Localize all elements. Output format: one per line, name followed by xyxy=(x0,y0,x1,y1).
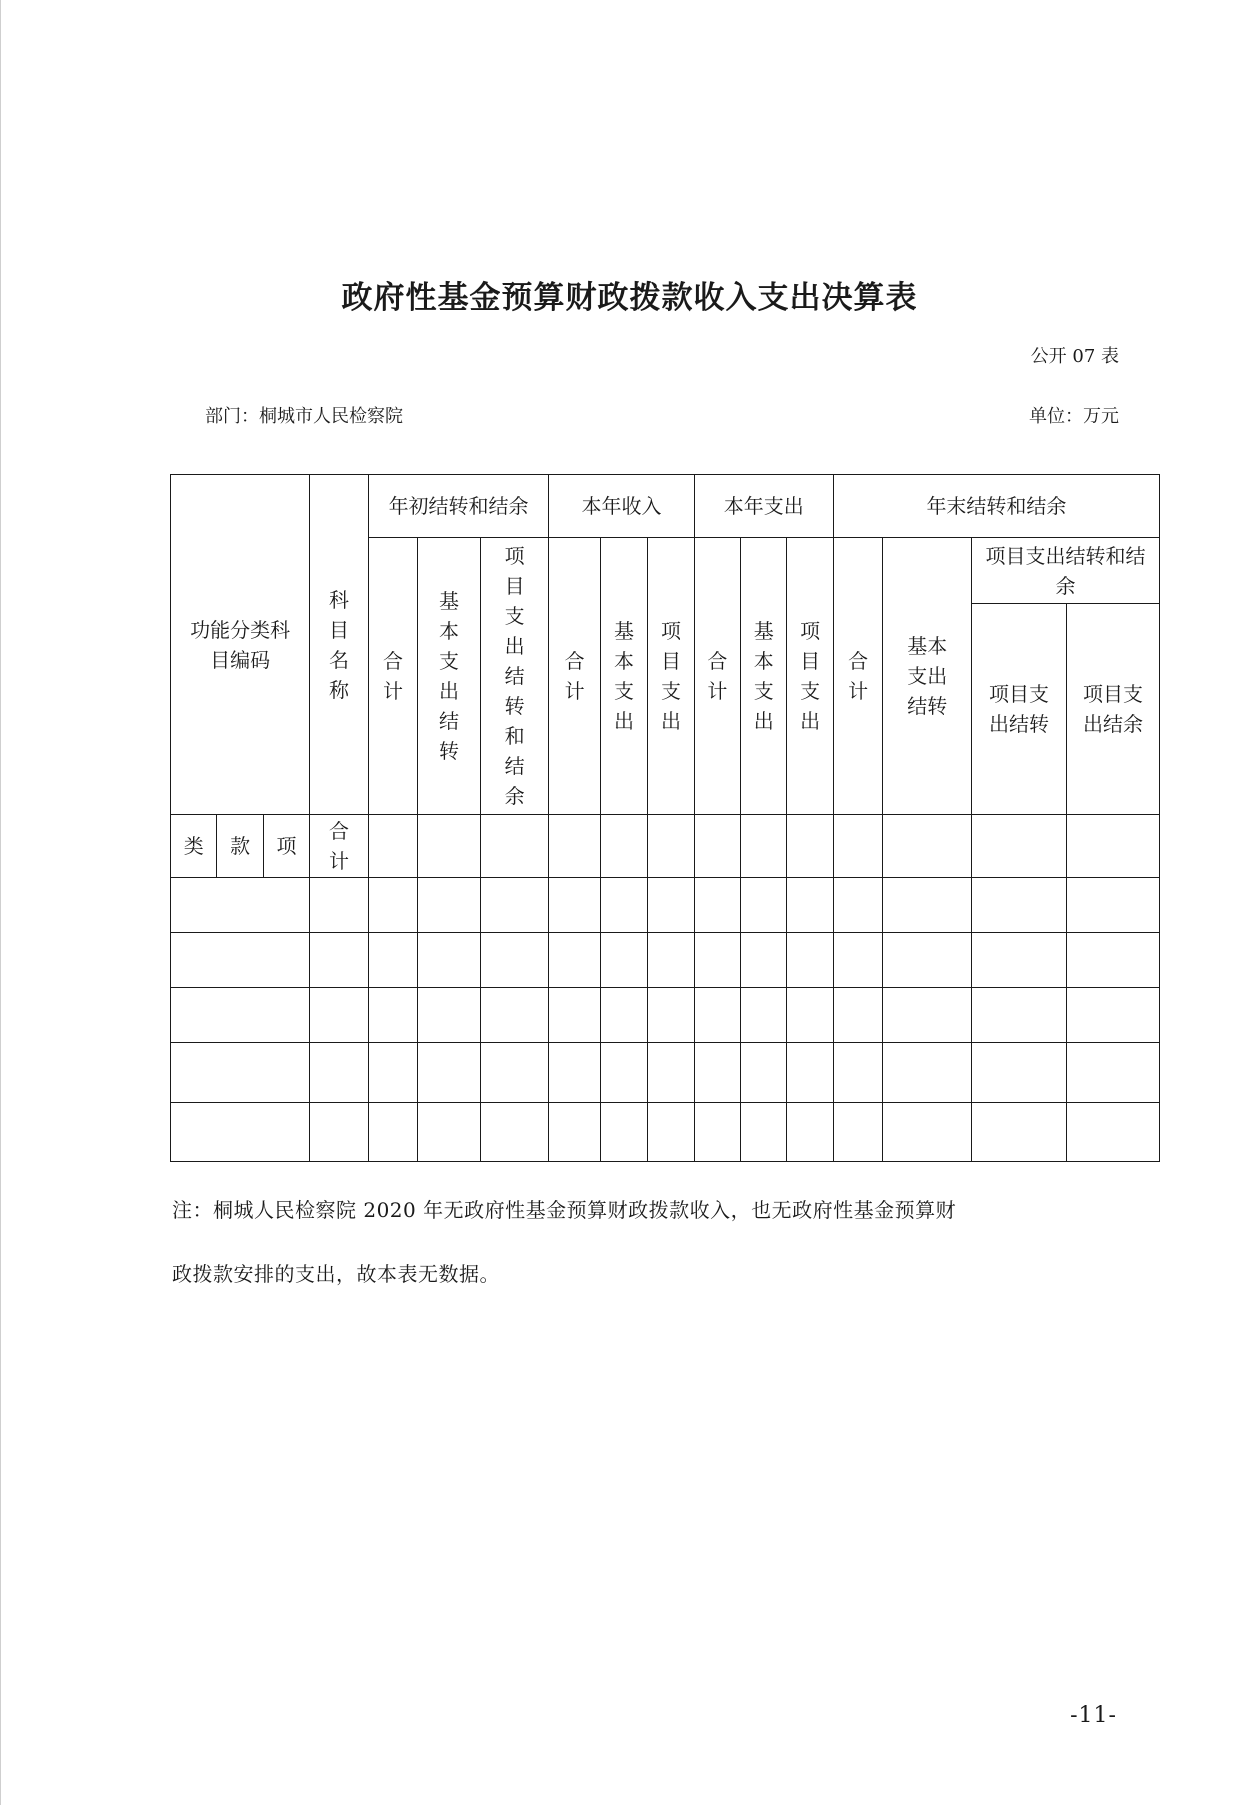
table-cell xyxy=(549,1043,600,1103)
table-cell xyxy=(1066,1043,1159,1103)
header-expense-total: 合计 xyxy=(694,538,740,815)
table-row xyxy=(171,933,1160,988)
table-cell xyxy=(418,988,481,1043)
header-income-basic: 基本支出 xyxy=(600,538,647,815)
table-cell xyxy=(480,988,549,1043)
table-cell xyxy=(648,988,694,1043)
table-cell xyxy=(600,933,647,988)
table-cell xyxy=(600,878,647,933)
header-income-project: 项目支出 xyxy=(648,538,694,815)
table-row xyxy=(171,1103,1160,1162)
page-number: -11- xyxy=(1070,1703,1117,1728)
table-cell xyxy=(972,815,1067,878)
header-income-total: 合计 xyxy=(549,538,600,815)
table-cell xyxy=(480,1103,549,1162)
table-cell xyxy=(171,1043,310,1103)
table-cell xyxy=(480,878,549,933)
header-xiang: 项 xyxy=(263,815,309,878)
table-row xyxy=(171,878,1160,933)
table-cell xyxy=(648,1103,694,1162)
header-begin-basic-carry: 基本支出结转 xyxy=(418,538,481,815)
header-begin-total: 合计 xyxy=(368,538,417,815)
table-cell xyxy=(310,1043,369,1103)
total-row-label: 合计 xyxy=(310,815,369,878)
table-cell xyxy=(171,878,310,933)
table-cell xyxy=(648,1043,694,1103)
table-cell xyxy=(694,878,740,933)
table-cell xyxy=(648,815,694,878)
table-cell xyxy=(549,878,600,933)
table-cell xyxy=(310,988,369,1043)
table-cell xyxy=(972,933,1067,988)
table-cell xyxy=(741,933,787,988)
table-cell xyxy=(787,1043,833,1103)
table-cell xyxy=(549,815,600,878)
table-cell xyxy=(648,933,694,988)
header-end-basic-carry: 基本支出结转 xyxy=(883,538,972,815)
table-cell xyxy=(600,1043,647,1103)
table-cell xyxy=(418,1043,481,1103)
header-expense: 本年支出 xyxy=(694,475,833,538)
table-cell xyxy=(171,933,310,988)
table-cell xyxy=(418,815,481,878)
unit-label: 单位：万元 xyxy=(1029,406,1119,427)
table-cell xyxy=(972,1043,1067,1103)
table-cell xyxy=(1066,815,1159,878)
table-cell xyxy=(833,878,882,933)
table-cell xyxy=(418,1103,481,1162)
table-cell xyxy=(741,1043,787,1103)
table-cell xyxy=(310,1103,369,1162)
form-number: 公开 07 表 xyxy=(1030,346,1119,367)
table-cell xyxy=(310,933,369,988)
table-cell xyxy=(600,815,647,878)
department-label: 部门：桐城市人民检察院 xyxy=(205,406,403,427)
table-cell xyxy=(883,988,972,1043)
table-cell xyxy=(883,878,972,933)
table-row xyxy=(171,1043,1160,1103)
table-cell xyxy=(171,988,310,1043)
table-cell xyxy=(883,1103,972,1162)
table-cell xyxy=(972,878,1067,933)
table-cell xyxy=(368,933,417,988)
page-title: 政府性基金预算财政拨款收入支出决算表 xyxy=(341,280,918,316)
table-cell xyxy=(1066,933,1159,988)
table-cell xyxy=(480,1043,549,1103)
header-name: 科目名称 xyxy=(310,475,369,815)
table-cell xyxy=(368,1043,417,1103)
table-cell xyxy=(549,988,600,1043)
table-cell xyxy=(1066,1103,1159,1162)
table-cell xyxy=(787,878,833,933)
table-cell xyxy=(972,988,1067,1043)
table-cell xyxy=(741,988,787,1043)
table-cell xyxy=(883,815,972,878)
table-cell xyxy=(741,1103,787,1162)
header-income: 本年收入 xyxy=(549,475,694,538)
table-cell xyxy=(171,1103,310,1162)
note-line-1: 注：桐城人民检察院 2020 年无政府性基金预算财政拨款收入，也无政府性基金预算财 xyxy=(172,1198,957,1222)
table-cell xyxy=(418,933,481,988)
table-cell xyxy=(310,878,369,933)
table-cell xyxy=(480,933,549,988)
table-cell xyxy=(741,815,787,878)
header-expense-basic: 基本支出 xyxy=(741,538,787,815)
table-cell xyxy=(833,815,882,878)
header-code: 功能分类科目编码 xyxy=(171,475,310,815)
table-cell xyxy=(1066,878,1159,933)
table-cell xyxy=(418,878,481,933)
table-cell xyxy=(787,815,833,878)
budget-table xyxy=(170,474,1160,1162)
table-cell xyxy=(368,878,417,933)
table-cell xyxy=(368,1103,417,1162)
header-lei: 类 xyxy=(171,815,217,878)
table-cell xyxy=(833,988,882,1043)
table-cell xyxy=(787,988,833,1043)
table-cell xyxy=(883,1043,972,1103)
header-begin-project-carry-balance: 项目支出结转和结余 xyxy=(480,538,549,815)
table-cell xyxy=(741,878,787,933)
table-cell xyxy=(694,815,740,878)
table-cell xyxy=(833,1103,882,1162)
table-cell xyxy=(694,1043,740,1103)
table-note xyxy=(172,1178,1132,1306)
table-cell xyxy=(480,815,549,878)
table-cell xyxy=(787,933,833,988)
header-end-project-carry-balance: 项目支出结转和结余 xyxy=(972,538,1160,604)
table-cell xyxy=(694,933,740,988)
header-carry-begin: 年初结转和结余 xyxy=(368,475,549,538)
table-cell xyxy=(549,1103,600,1162)
table-cell xyxy=(368,815,417,878)
table-row xyxy=(171,988,1160,1043)
table-cell xyxy=(694,1103,740,1162)
table-cell xyxy=(972,1103,1067,1162)
table-cell xyxy=(648,878,694,933)
header-end-total: 合计 xyxy=(833,538,882,815)
table-cell xyxy=(600,988,647,1043)
table-cell xyxy=(787,1103,833,1162)
header-end-project-balance: 项目支出结余 xyxy=(1066,604,1159,815)
header-expense-project: 项目支出 xyxy=(787,538,833,815)
header-kuan: 款 xyxy=(217,815,263,878)
table-cell xyxy=(883,933,972,988)
table-cell xyxy=(549,933,600,988)
page-edge xyxy=(0,0,1,1805)
table-cell xyxy=(368,988,417,1043)
table-cell xyxy=(833,1043,882,1103)
header-end-project-carry: 项目支出结转 xyxy=(972,604,1067,815)
table-cell xyxy=(600,1103,647,1162)
table-cell xyxy=(833,933,882,988)
note-line-2: 政拨款安排的支出，故本表无数据。 xyxy=(172,1262,500,1286)
table-cell xyxy=(1066,988,1159,1043)
header-carry-end: 年末结转和结余 xyxy=(833,475,1159,538)
table-cell xyxy=(694,988,740,1043)
